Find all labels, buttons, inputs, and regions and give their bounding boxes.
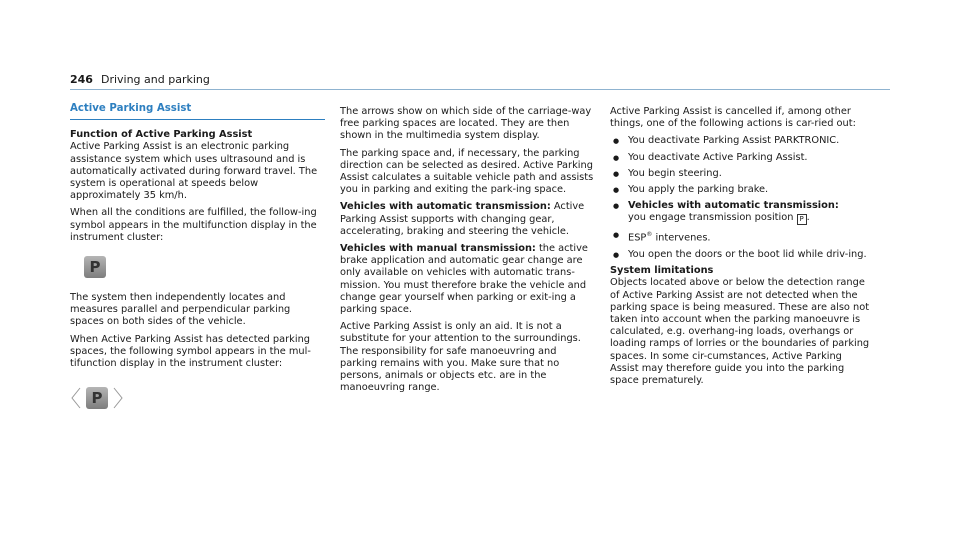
paragraph: The arrows show on which side of the carriage-way free parking spaces are located. They are then shown in the multimedia system display. <box>340 106 592 142</box>
paragraph: Active Parking Assist is an electronic parking assistance system which uses ultrasound and is automatically activated during forward travel. The system is operational at speeds below approximately 35 km/h. <box>70 141 318 202</box>
chapter-title: Driving and parking <box>100 73 210 86</box>
paragraph: Vehicles with manual transmission: the active brake application and automatic gear change are only available on vehicles with automatic trans-mission. You must therefore brake the vehicle and change gear yourself when parking or exit-ing a parking space. <box>340 243 588 316</box>
gear-p-key-icon: P <box>797 214 807 225</box>
list-item: ● You deactivate Active Parking Assist. <box>610 152 870 164</box>
column-2 <box>340 106 596 399</box>
paragraph: When Active Parking Assist has detected parking spaces, the following symbol appears in the mul-tifunction display in the instrument cluster: <box>70 333 311 370</box>
paragraph: Active Parking Assist is only an aid. It is not a substitute for your attention to the surroundings. The responsibility for safe manoeuvring and parking remains with you. Make sure that no persons, animals or objects etc. are in the manoeuvring range. <box>340 321 581 394</box>
paragraph: Vehicles with automatic transmission: Active Parking Assist supports with changing gear, accelerating, braking and steering the vehicle. <box>340 201 585 237</box>
paragraph: The system then independently locates and measures parallel and perpendicular parking spaces on both sides of the vehicle. <box>70 292 291 328</box>
paragraph: The parking space and, if necessary, the parking direction can be selected as desired. Active Parking Assist calculates a suitable vehicle path and assists you in parking and exiting the park-ing space. <box>340 147 594 196</box>
section-title: Active Parking Assist <box>70 103 325 120</box>
column-1 <box>70 103 325 410</box>
header-divider <box>70 89 890 90</box>
arrow-right-icon <box>112 386 124 410</box>
subsection-title: Function of Active Parking Assist <box>70 129 253 141</box>
list-item: ● You open the doors or the boot lid while driv-ing. <box>610 249 870 261</box>
label-automatic: Vehicles with automatic transmission: <box>340 201 551 213</box>
paragraph: When all the conditions are fulfilled, the follow-ing symbol appears in the multifunction display in the instrument cluster: <box>70 207 317 243</box>
parking-symbol-icon: P <box>84 256 106 278</box>
list-item: ● You begin steering. <box>610 168 870 180</box>
cancel-conditions-list <box>610 135 870 261</box>
list-item: ● ESP® intervenes. <box>610 229 870 244</box>
list-item: ● You deactivate Parking Assist PARKTRONIC. <box>610 135 870 147</box>
arrow-left-icon <box>70 386 82 410</box>
list-item: ● You apply the parking brake. <box>610 184 870 196</box>
subsection-title: System limitations <box>610 265 714 277</box>
label-manual: Vehicles with manual transmission: <box>340 243 536 255</box>
page-header <box>70 73 210 86</box>
paragraph: Objects located above or below the detection range of Active Parking Assist are not detected when the parking space is being measured. These are also not taken into account when the parking manoeuvre is calculated, e.g. overhang-ing loads, overhangs or loading ramps of lorries or the boundaries of parking spaces. In some cir-cumstances, Active Parking Assist may therefore guide you into the parking space prematurely. <box>610 277 870 386</box>
parking-arrows-symbol <box>70 386 325 410</box>
paragraph: Active Parking Assist is cancelled if, among other things, one of the following actions is car-ried out: <box>610 106 856 130</box>
list-item: ● Vehicles with automatic transmission: you engage transmission position P . <box>610 200 870 225</box>
column-3 <box>610 106 870 392</box>
parking-symbol-icon: P <box>86 387 108 409</box>
page-number: 246 <box>70 73 93 86</box>
